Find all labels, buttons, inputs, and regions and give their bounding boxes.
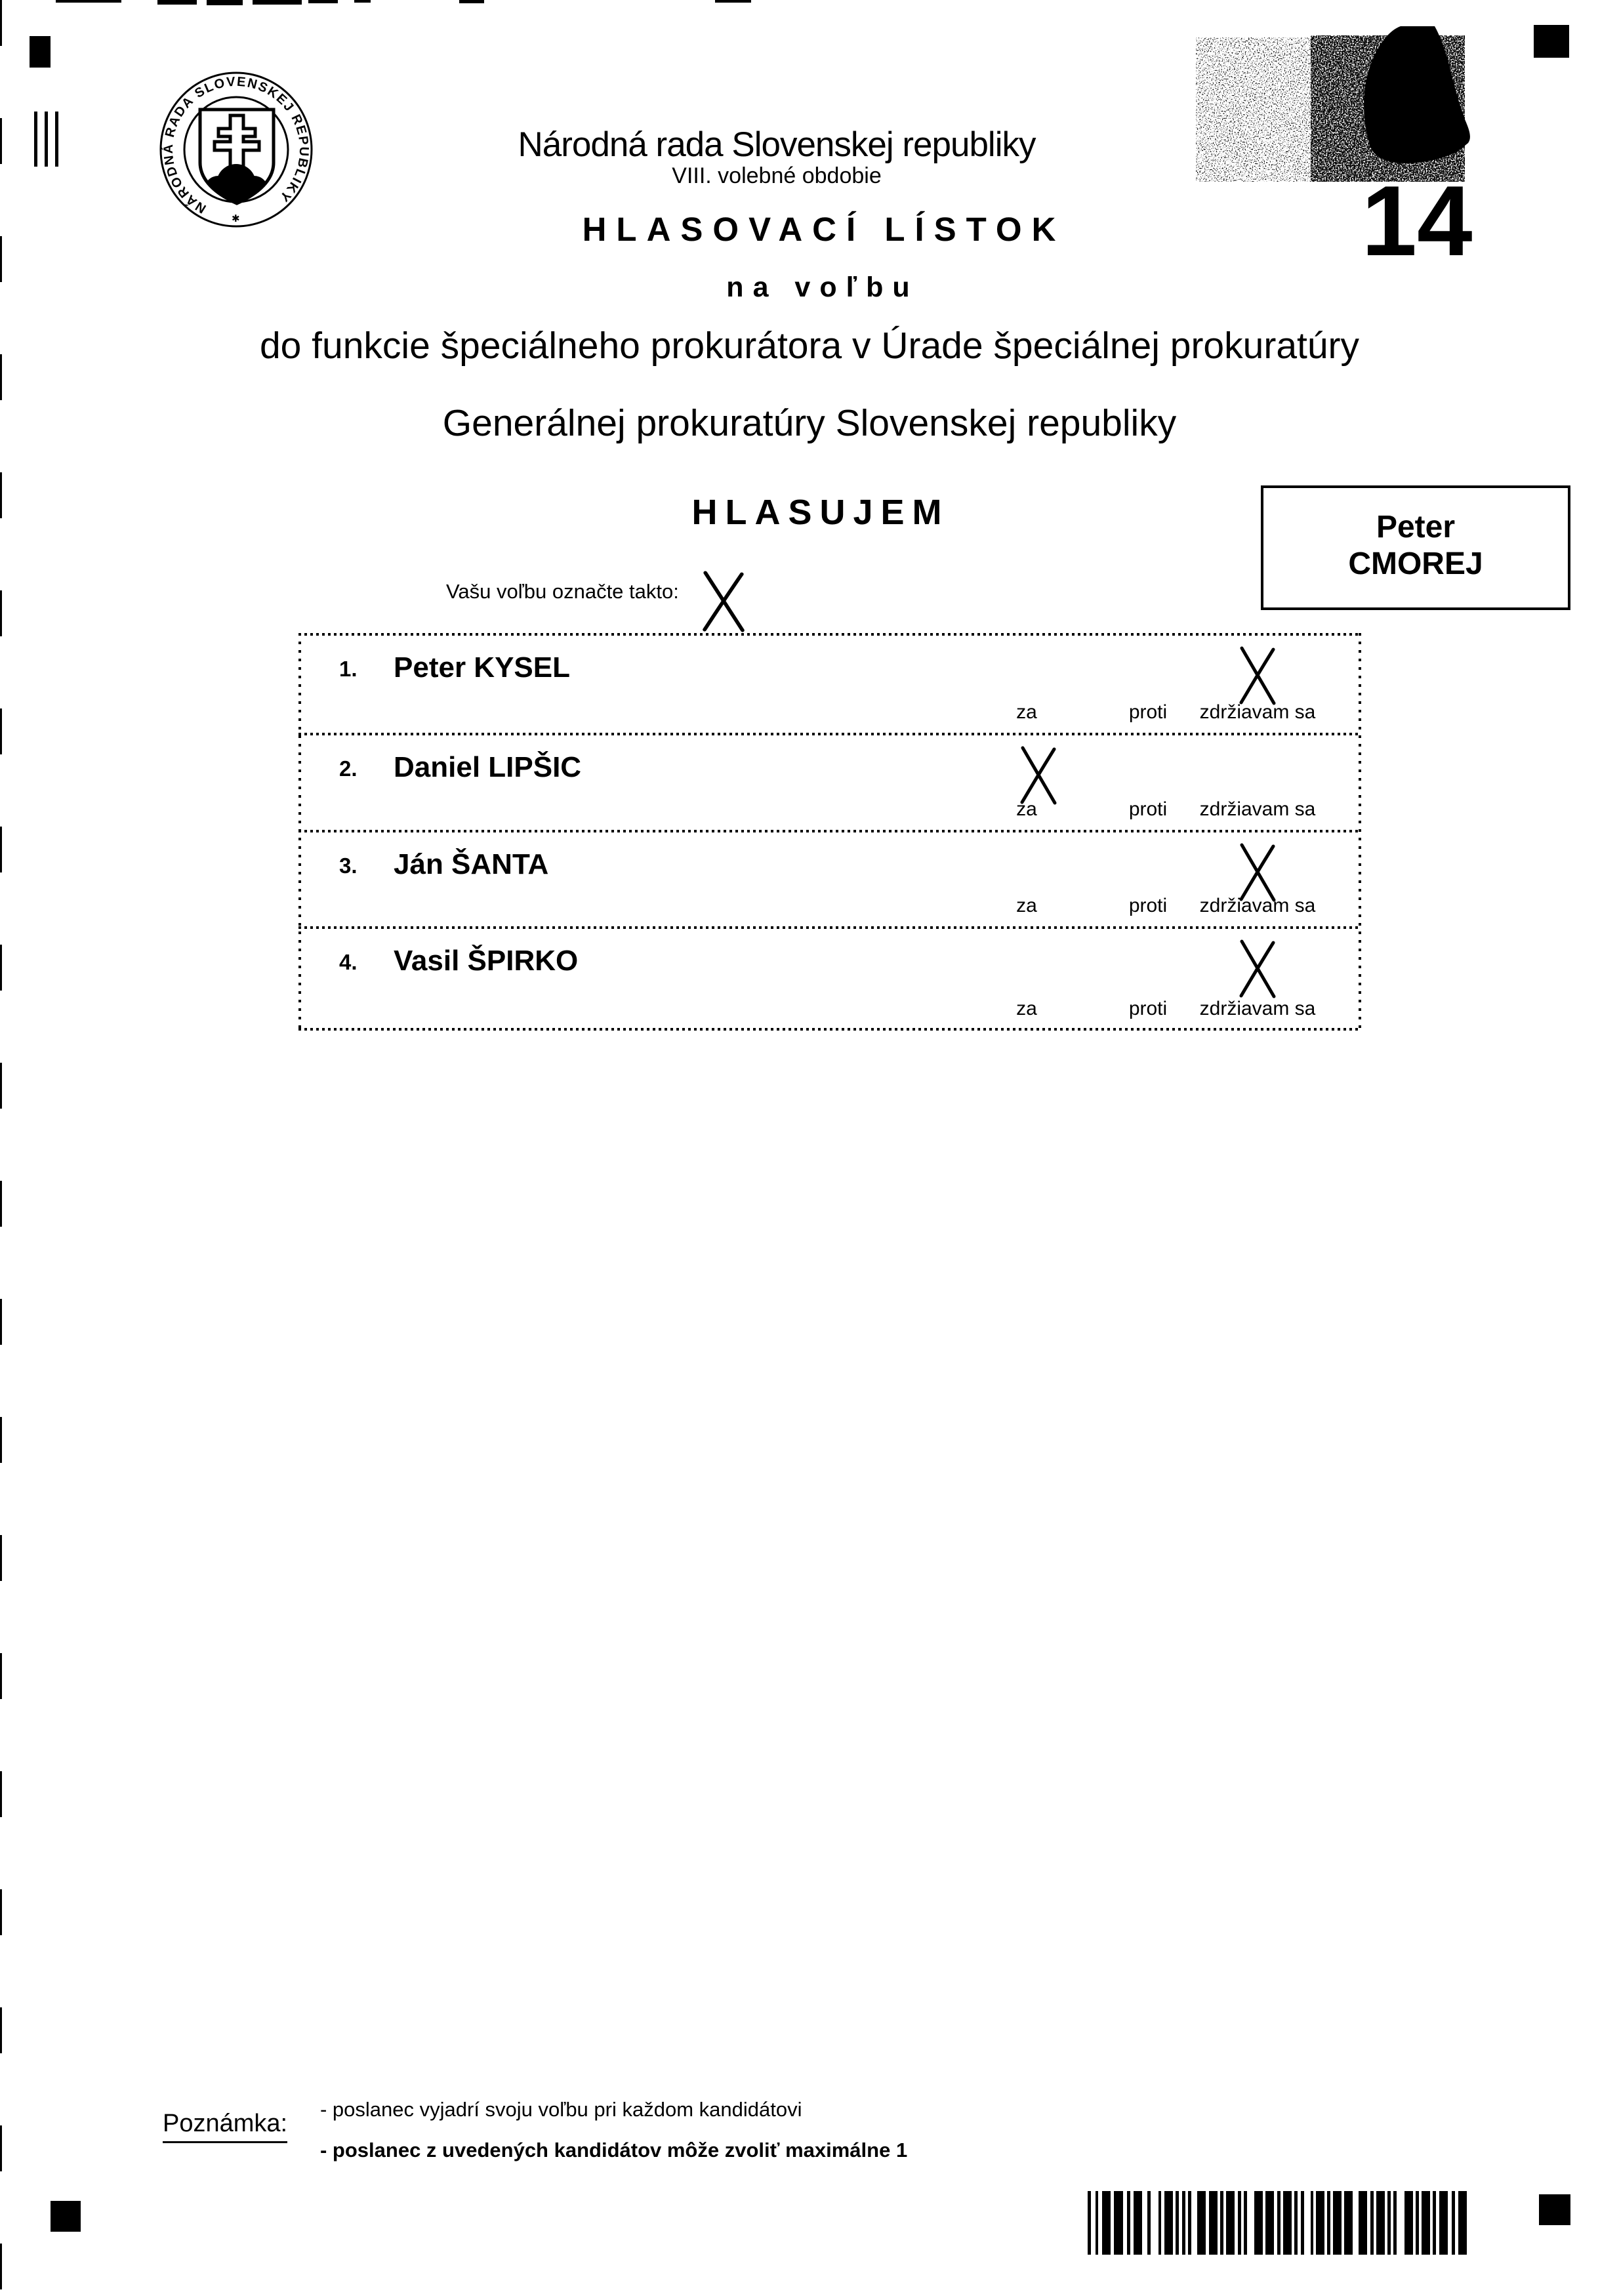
barcode-bar — [1327, 2191, 1330, 2255]
barcode-bar — [1301, 2191, 1304, 2255]
vote-heading: HLASUJEM — [691, 493, 950, 532]
seal-text: NÁRODNÁ RADA SLOVENSKEJ REPUBLIKY — [161, 74, 312, 216]
election-purpose-line2: Generálnej prokuratúry Slovenskej republiky — [442, 402, 1177, 444]
barcode-bar — [1283, 2191, 1292, 2255]
barcode-bar — [1393, 2191, 1397, 2255]
barcode-bar — [1226, 2191, 1235, 2255]
option-label-za: za — [1016, 998, 1037, 1019]
table-dotted-line — [298, 633, 1361, 636]
seal-star-icon: ✱ — [232, 213, 240, 224]
barcode-bar — [1182, 2191, 1185, 2255]
option-label-za: za — [1016, 798, 1037, 820]
table-dotted-line — [298, 830, 1361, 832]
parliament-seal — [159, 71, 313, 228]
barcode-bar — [1176, 2191, 1179, 2255]
barcode-bar — [1096, 2191, 1098, 2255]
voter-last-name: CMOREJ — [1348, 546, 1483, 581]
vote-x-mark-icon — [1237, 646, 1279, 705]
barcode-bar — [1311, 2191, 1313, 2255]
table-dotted-line — [298, 926, 1361, 929]
barcode-bar — [1164, 2191, 1173, 2255]
candidate-name: Peter KYSEL — [394, 651, 570, 684]
table-dotted-line — [298, 733, 1361, 735]
registration-square-top-right — [1534, 25, 1569, 58]
barcode-bar — [1333, 2191, 1342, 2255]
vote-x-mark-icon — [1017, 746, 1059, 805]
document-title: HLASOVACÍ LÍSTOK — [582, 211, 1066, 248]
sample-x-mark-icon — [699, 571, 748, 632]
organization-title: Národná rada Slovenskej republiky — [518, 125, 1036, 164]
barcode-bar — [1197, 2191, 1206, 2255]
barcode-bar — [1188, 2191, 1191, 2255]
barcode-bar — [1127, 2191, 1130, 2255]
option-label-zdrziavam-sa: zdržiavam sa — [1199, 701, 1316, 723]
barcode-bar — [1433, 2191, 1436, 2255]
barcode-bar — [1294, 2191, 1298, 2255]
scan-artifact-dash — [207, 0, 243, 5]
election-purpose-line1: do funkcie špeciálneho prokurátora v Úrade špeciálnej prokuratúry — [259, 325, 1360, 367]
voter-first-name: Peter — [1376, 510, 1456, 544]
candidate-name: Daniel LIPŠIC — [394, 751, 582, 783]
option-label-proti: proti — [1128, 895, 1168, 916]
candidate-number: 4. — [339, 950, 358, 974]
table-dotted-border-right — [1359, 633, 1361, 1031]
vote-x-mark-icon — [1237, 843, 1279, 902]
vote-x-mark-icon — [1237, 939, 1279, 998]
barcode-bar — [1147, 2191, 1151, 2255]
candidate-name: Vasil ŠPIRKO — [394, 945, 579, 977]
option-label-za: za — [1016, 701, 1037, 723]
barcode-bar — [1416, 2191, 1419, 2255]
barcode-bar — [1316, 2191, 1324, 2255]
ballot-number: 14 — [1361, 165, 1473, 277]
scan-artifact-dash — [459, 0, 484, 3]
barcode-bar — [1370, 2191, 1374, 2255]
tally-bar — [55, 112, 58, 167]
table-dotted-border-left — [298, 633, 301, 1031]
tally-bar — [34, 112, 37, 167]
option-label-zdrziavam-sa: zdržiavam sa — [1199, 798, 1316, 820]
tally-bar — [45, 112, 48, 167]
vote-table — [298, 633, 1361, 1031]
note-line: - poslanec vyjadrí svoju voľbu pri každom kandidátovi — [320, 2098, 802, 2121]
table-dotted-line — [298, 1028, 1361, 1031]
registration-square-bottom-right — [1539, 2194, 1570, 2225]
candidate-number: 2. — [339, 756, 358, 781]
note-label: Poznámka: — [163, 2110, 287, 2143]
barcode-bar — [1114, 2191, 1123, 2255]
barcode-bar — [1220, 2191, 1223, 2255]
option-label-proti: proti — [1128, 998, 1168, 1019]
barcode-bar — [1387, 2191, 1391, 2255]
scan-artifact-dash — [354, 0, 371, 3]
barcode-bar — [1452, 2191, 1455, 2255]
barcode-bar — [1134, 2191, 1142, 2255]
option-label-proti: proti — [1128, 701, 1168, 723]
barcode-bar — [1404, 2191, 1413, 2255]
barcode-bar — [1359, 2191, 1367, 2255]
barcode-bar — [1265, 2191, 1274, 2255]
barcode-bar — [1376, 2191, 1385, 2255]
barcode-bar — [1158, 2191, 1161, 2255]
scan-artifact-dash — [308, 0, 338, 3]
legislative-term: VIII. volebné obdobie — [672, 163, 882, 188]
option-label-zdrziavam-sa: zdržiavam sa — [1199, 998, 1316, 1019]
barcode-bar — [1238, 2191, 1241, 2255]
option-label-zdrziavam-sa: zdržiavam sa — [1199, 895, 1316, 916]
stamp-smudge — [1193, 26, 1475, 187]
option-label-proti: proti — [1128, 798, 1168, 820]
scan-artifact-dash — [715, 0, 751, 3]
barcode-bar — [1344, 2191, 1353, 2255]
barcode-bar — [1102, 2191, 1111, 2255]
barcode-bar — [1458, 2191, 1467, 2255]
voter-name-box — [1261, 485, 1570, 610]
barcode-bar — [1439, 2191, 1448, 2255]
mark-instruction: Vašu voľbu označte takto: — [446, 580, 679, 603]
scan-artifact-edge-line — [0, 0, 2, 2296]
scan-artifact-dash — [56, 0, 121, 3]
scan-artifact-dash — [253, 0, 302, 5]
candidate-number: 3. — [339, 853, 358, 878]
barcode-bar — [1209, 2191, 1218, 2255]
barcode-bar — [1254, 2191, 1263, 2255]
barcode-bar — [1244, 2191, 1247, 2255]
document-subtitle: na voľbu — [726, 272, 919, 303]
registration-square-bottom-left — [51, 2201, 81, 2232]
barcode-bar — [1422, 2191, 1430, 2255]
option-label-za: za — [1016, 895, 1037, 916]
scan-artifact-dash — [157, 0, 197, 5]
barcode — [1088, 2191, 1467, 2255]
barcode-bar — [1277, 2191, 1281, 2255]
barcode-bar — [1088, 2191, 1091, 2255]
candidate-number: 1. — [339, 657, 358, 681]
note-line: - poslanec z uvedených kandidátov môže zvoliť maximálne 1 — [320, 2139, 908, 2162]
candidate-name: Ján ŠANTA — [394, 848, 549, 880]
registration-square-top-left — [30, 36, 51, 68]
